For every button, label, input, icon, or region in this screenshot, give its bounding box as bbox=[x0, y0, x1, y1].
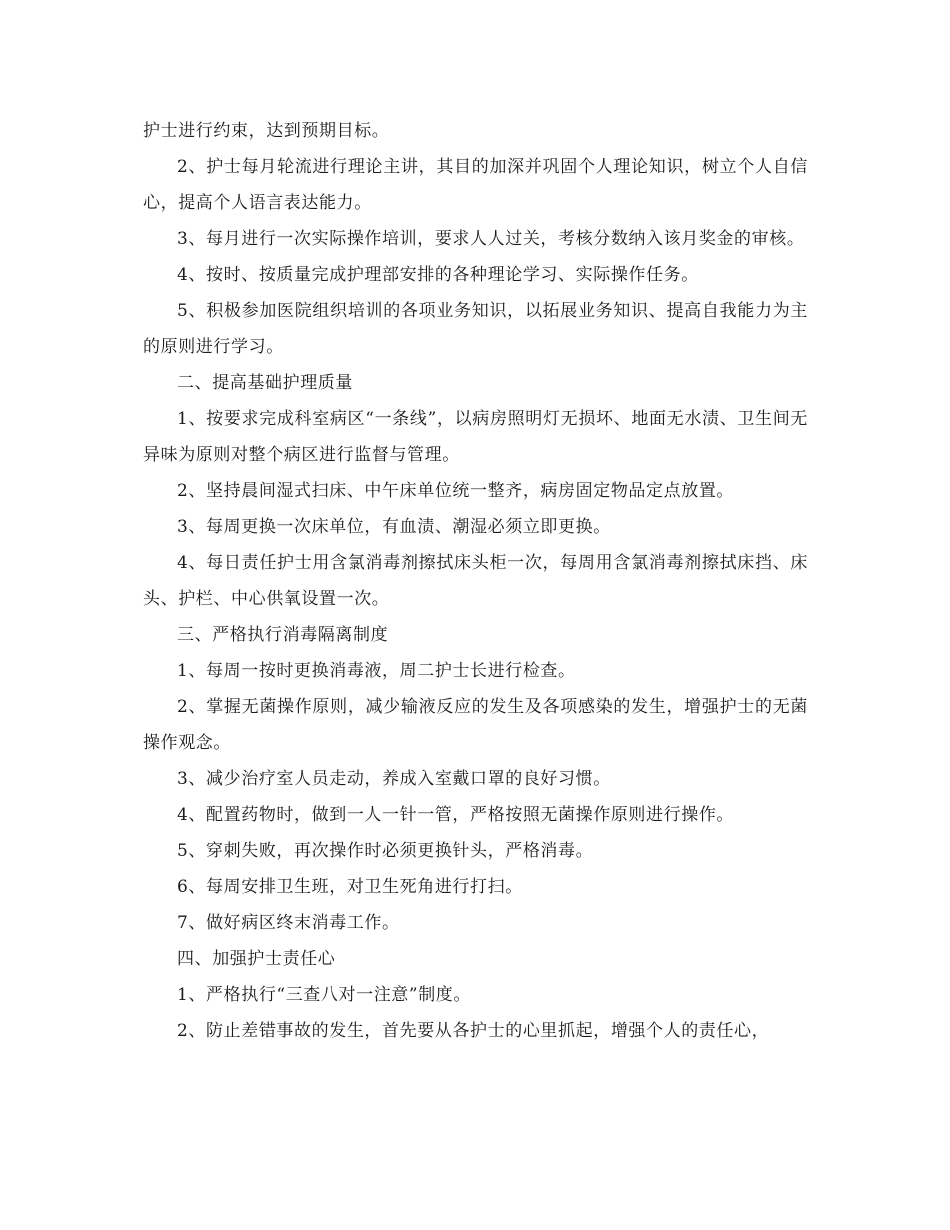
paragraph: 4、按时、按质量完成护理部安排的各种理论学习、实际操作任务。 bbox=[177, 265, 699, 285]
paragraph: 4、每日责任护士用含氯消毒剂擦拭床头柜一次，每周用含氯消毒剂擦拭床挡、床头、护栏、中心供氧设置一次。 bbox=[143, 553, 808, 609]
paragraph: 2、掌握无菌操作原则，减少输液反应的发生及各项感染的发生，增强护士的无菌操作观念。 bbox=[143, 697, 808, 753]
paragraph: 2、护士每月轮流进行理论主讲，其目的加深并巩固个人理论知识，树立个人自信心，提高个人语言表达能力。 bbox=[143, 157, 808, 213]
paragraph: 4、配置药物时，做到一人一针一管，严格按照无菌操作原则进行操作。 bbox=[177, 805, 735, 825]
paragraph: 2、防止差错事故的发生，首先要从各护士的心里抓起，增强个人的责任心， bbox=[177, 1021, 770, 1041]
paragraph: 7、做好病区终末消毒工作。 bbox=[177, 913, 400, 933]
paragraph: 护士进行约束，达到预期目标。 bbox=[143, 121, 390, 141]
section-heading: 三、严格执行消毒隔离制度 bbox=[177, 625, 389, 645]
paragraph: 5、穿刺失败，再次操作时必须更换针头，严格消毒。 bbox=[177, 841, 594, 861]
section-heading: 二、提高基础护理质量 bbox=[177, 373, 353, 393]
paragraph: 6、每周安排卫生班，对卫生死角进行打扫。 bbox=[177, 877, 523, 897]
document-body bbox=[143, 113, 808, 1049]
paragraph: 3、每月进行一次实际操作培训，要求人人过关，考核分数纳入该月奖金的审核。 bbox=[177, 229, 805, 249]
paragraph: 5、积极参加医院组织培训的各项业务知识，以拓展业务知识、提高自我能力为主的原则进行学习。 bbox=[143, 301, 808, 357]
paragraph: 1、严格执行“三查八对一注意”制度。 bbox=[177, 985, 471, 1005]
paragraph: 2、坚持晨间湿式扫床、中午床单位统一整齐，病房固定物品定点放置。 bbox=[177, 481, 735, 501]
section-heading: 四、加强护士责任心 bbox=[177, 949, 336, 969]
paragraph: 1、每周一按时更换消毒液，周二护士长进行检查。 bbox=[177, 661, 576, 681]
paragraph: 3、减少治疗室人员走动，养成入室戴口罩的良好习惯。 bbox=[177, 769, 611, 789]
paragraph: 3、每周更换一次床单位，有血渍、潮湿必须立即更换。 bbox=[177, 517, 611, 537]
paragraph: 1、按要求完成科室病区“一条线”，以病房照明灯无损坏、地面无水渍、卫生间无异味为原则对整个病区进行监督与管理。 bbox=[143, 409, 808, 465]
